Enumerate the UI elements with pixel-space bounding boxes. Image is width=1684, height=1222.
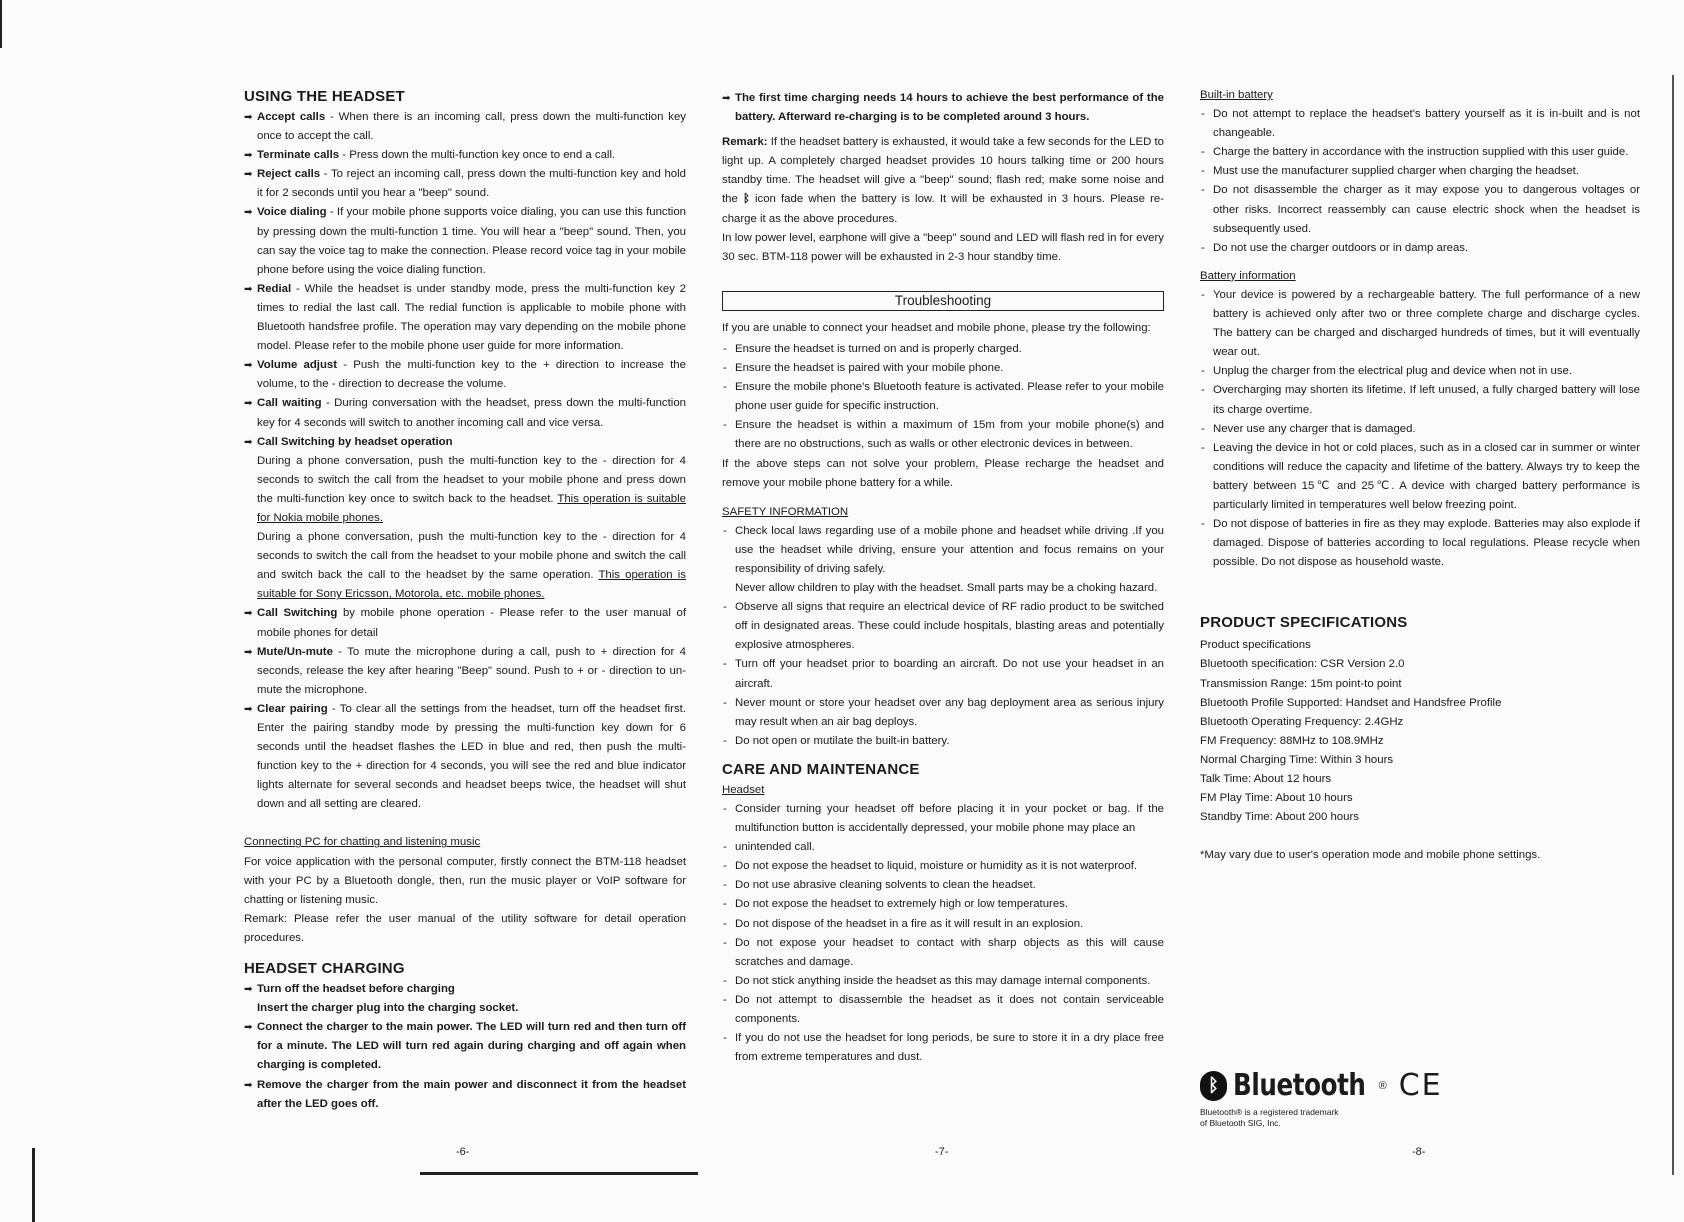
builtin-item: - Do not use the charger outdoors or in damp areas. [1201, 241, 1469, 254]
charging-step: ➡ Remove the charger from the main power and disconnect it from the headset after the LED goes off. [244, 1076, 686, 1114]
arrow-icon: ➡ [722, 93, 731, 104]
arrow-icon: ➡ [244, 360, 253, 372]
page-number-8: -8- [1412, 1146, 1426, 1158]
spec-line: Standby Time: About 200 hours [1200, 811, 1359, 824]
bluetooth-logo-block [1200, 1068, 1443, 1129]
builtin-title: Built-in battery [1200, 89, 1273, 101]
arrow-icon: ➡ [244, 984, 253, 996]
headset-function-item: ➡ Reject calls - To reject an incoming call, press down the multi-function key and hold it for 2 seconds until you hear a "beep" sound. [244, 165, 686, 203]
headset-function-item: ➡ Volume adjust - Push the multi-function key to the + direction to increase the volume, to the - direction to decrease the volume. [244, 356, 686, 394]
remark-paragraph: Remark: If the headset battery is exhausted, it would take a few seconds for the LED to light up. A completely charged headset provides 10 hours talking time or 200 hours standby time. The headset will give a "beep" sound; flash red; make some noise and the ᛒ icon fade when the battery is low. It will be exhausted in 3 hours. Please re-charge it as the above procedures. [722, 136, 1164, 225]
low-power-paragraph: In low power level, earphone will give a "beep" sound and LED will flash red in for every 30 sec. BTM-118 power will be exhausted in 2-3 hour standby time. [722, 231, 1164, 263]
trademark-line: Bluetooth® is a registered trademark [1200, 1107, 1339, 1117]
care-title: CARE AND MAINTENANCE [722, 760, 920, 778]
arrow-icon: ➡ [244, 703, 253, 715]
page8-column [1200, 86, 1640, 865]
switch-paragraph-2: During a phone conversation, push the multi-function key to the - direction for 4 seconds to switch the call from the headset to your mobile phone and switch the call and switch back the call to the headset by the same operation. This operation is suitable for Sony Ericsson, Motorola, etc. mobile phones. [257, 531, 686, 601]
bluetooth-rune-icon: ᛒ [1200, 1071, 1227, 1101]
arrow-icon: ➡ [244, 436, 253, 448]
batinfo-title: Battery information [1200, 269, 1296, 282]
safety-item: - Check local laws regarding use of a mobile phone and headset while driving .If you use the headset while driving, ensure your attention and focus remains on your responsibility of driving safely. [723, 524, 1164, 575]
trouble-item: - Ensure the headset is within a maximum of 15m from your mobile phone(s) and there are no obstructions, such as walls or other electronic devices in between. [723, 419, 1164, 451]
safety-item: - Observe all signs that require an electrical device of RF radio product to be switched off in designated areas. These could include hospitals, blasting areas and potentially explosive atmospheres. [723, 601, 1164, 652]
builtin-item: - Do not disassemble the charger as it may expose you to dangerous voltages or other risks. Incorrect reassembly can cause electric shock when the headset is subsequently used. [1201, 184, 1640, 235]
pc-title: Connecting PC for chatting and listening music [244, 836, 481, 849]
spec-note: *May vary due to user's operation mode and mobile phone settings. [1200, 849, 1541, 862]
safety-item: - Turn off your headset prior to boarding an aircraft. Do not use your headset in an aircraft. [723, 658, 1164, 690]
headset-charging-title: HEADSET CHARGING [244, 960, 405, 978]
arrow-icon: ➡ [244, 646, 253, 658]
headset-function-item: ➡ Call Switching by mobile phone operation - Please refer to the user manual of mobile phones for detail [244, 604, 686, 642]
trouble-item: - Ensure the mobile phone's Bluetooth feature is activated. Please refer to your mobile phone user guide for specific instruction. [723, 381, 1164, 413]
pc-text: For voice application with the personal computer, firstly connect the BTM-118 headset with your PC by a Bluetooth dongle, then, run the music player or VoIP software for chatting or listening music. [244, 855, 686, 906]
batinfo-item: - Overcharging may shorten its lifetime. If left unused, a fully charged battery will lose its charge overtime. [1201, 384, 1640, 416]
trouble-intro: If you are unable to connect your headset and mobile phone, please try the following: [722, 321, 1151, 334]
trouble-after: If the above steps can not solve your problem, Please recharge the headset and remove your mobile phone battery for a while. [722, 457, 1164, 489]
first-charge-note: ➡ The first time charging needs 14 hours to achieve the best performance of the battery. Afterward re-charging is to be completed around 3 hours. [722, 89, 1164, 127]
bluetooth-logo [1200, 1068, 1443, 1103]
trademark-line: of Bluetooth SIG, Inc. [1200, 1118, 1281, 1128]
registered-mark: ® [1378, 1079, 1387, 1092]
page6-bottom-rule [420, 1172, 698, 1175]
trouble-item: - Ensure the headset is turned on and is properly charged. [723, 342, 1022, 355]
care-item: - Do not use abrasive cleaning solvents to clean the headset. [723, 879, 1036, 892]
batinfo-item: - Your device is powered by a rechargeable battery. The full performance of a new battery is achieved only after two or three complete charge and discharge cycles. The battery can be charged and discharged hundreds of times, but it will eventually wear out. [1201, 288, 1640, 359]
charging-step: ➡ Connect the charger to the main power. The LED will turn red and then turn off for a minute. The LED will turn red again during charging and off again when charging is completed. [244, 1018, 686, 1075]
care-item: - Consider turning your headset off before placing it in your pocket or bag. If the multifunction button is accidentally depressed, your mobile phone may place an [723, 803, 1164, 835]
arrow-icon: ➡ [244, 112, 253, 123]
arrow-icon: ➡ [244, 1079, 253, 1091]
spec-line: Normal Charging Time: Within 3 hours [1200, 753, 1394, 766]
arrow-icon: ➡ [244, 169, 253, 181]
headset-function-item: ➡ Clear pairing - To clear all the settings from the headset, turn off the headset first. Enter the pairing standby mode by pressing the multi-function key down for 6 seconds until the headset flashes the LED in blue and red, then push the multi-function key to the + direction for 4 seconds, you will see the red and blue indicator lights alternate for several seconds and headset beeps twice, the headset will shut down and all setting are cleared. [244, 700, 686, 815]
ce-mark: CE [1398, 1068, 1443, 1103]
troubleshooting-title: Troubleshooting [722, 291, 1164, 311]
spec-line: Talk Time: About 12 hours [1200, 773, 1332, 785]
headset-function-item: ➡ Voice dialing - If your mobile phone supports voice dialing, you can use this function by pressing down the multi-function 1 time. You will hear a "beep" sound. Then, you can say the voice tag to make the connection. Please record voice tag in your mobile phone before using the voice dialing function. [244, 203, 686, 279]
spec-line: FM Play Time: About 10 hours [1200, 792, 1353, 805]
pc-remark: Remark: Please refer the user manual of the utility software for detail operation procedures. [244, 912, 686, 944]
arrow-icon: ➡ [244, 398, 253, 410]
care-item: - unintended call. [723, 841, 815, 854]
page6-column [244, 86, 686, 1114]
batinfo-item: - Never use any charger that is damaged. [1201, 422, 1416, 435]
trouble-item: - Ensure the headset is paired with your mobile phone. [723, 362, 1004, 375]
spec-title: PRODUCT SPECIFICATIONS [1200, 614, 1408, 632]
headset-subtitle: Headset [722, 783, 765, 796]
page-number-7: -7- [935, 1146, 949, 1158]
bluetooth-wordmark: Bluetooth [1233, 1068, 1366, 1103]
switch-paragraph-1: During a phone conversation, push the multi-function key to the - direction for 4 seconds to switch the call from the headset to your mobile phone and press down the multi-function key once to switch back to the headset. This operation is suitable for Nokia mobile phones. [257, 454, 686, 524]
care-item: - Do not attempt to disassemble the headset as it does not contain serviceable components. [723, 993, 1164, 1026]
builtin-item: - Charge the battery in accordance with the instruction supplied with this user guide. [1201, 146, 1629, 159]
arrow-icon: ➡ [244, 608, 253, 620]
safety-item: - Never mount or store your headset over any bag deployment area as serious injury may result when an air bag deploys. [723, 696, 1164, 728]
care-item: - If you do not use the headset for long periods, be sure to store it in a dry place free from extreme temperatures and dust. [723, 1032, 1164, 1064]
charging-step: Insert the charger plug into the charging socket. [257, 1002, 519, 1015]
safety-item: - Do not open or mutilate the built-in battery. [723, 734, 950, 747]
spec-line: Product specifications [1200, 639, 1311, 652]
care-item: - Do not dispose of the headset in a fire as it will result in an explosion. [723, 917, 1084, 930]
builtin-item: - Do not attempt to replace the headset's battery yourself as it is in-built and is not changeable. [1201, 108, 1640, 140]
spec-line: FM Frequency: 88MHz to 108.9MHz [1200, 734, 1384, 747]
page7-column [722, 89, 1164, 1067]
care-item: - Do not expose the headset to extremely high or low temperatures. [723, 898, 1069, 911]
scan-edge-line-left [0, 0, 2, 48]
arrow-icon: ➡ [244, 283, 253, 295]
builtin-item: - Must use the manufacturer supplied charger when charging the headset. [1201, 165, 1579, 178]
page-number-6: -6- [456, 1146, 470, 1158]
batinfo-item: - Do not dispose of batteries in fire as they may explode. Batteries may also explode if damaged. Dispose of batteries according to local regulations. Please recycle when possible. Do not dispose as household waste. [1201, 518, 1640, 569]
spec-line: Transmission Range: 15m point-to point [1200, 677, 1402, 690]
scan-edge-line-right [1672, 75, 1674, 1175]
charging-step: ➡ Turn off the headset before charging [244, 980, 686, 999]
headset-function-item: ➡ Terminate calls - Press down the multi-function key once to end a call. [244, 146, 686, 165]
care-item: - Do not stick anything inside the headset as this may damage internal components. [723, 974, 1151, 987]
arrow-icon: ➡ [244, 207, 253, 219]
safety-extra: Never allow children to play with the headset. Small parts may be a choking hazard. [735, 582, 1158, 595]
headset-function-item: ➡ Redial - While the headset is under standby mode, press the multi-function key 2 times to redial the last call. The redial function is applicable to mobile phone with Bluetooth handsfree profile. The operation may vary depending on the mobile phone model. Please refer to the mobile phone user guide for more information. [244, 280, 686, 356]
headset-function-item: ➡ Call waiting - During conversation with the headset, press down the multi-function key for 4 seconds will switch to another incoming call and vice versa. [244, 394, 686, 432]
spec-line: Bluetooth Operating Frequency: 2.4GHz [1200, 715, 1404, 728]
arrow-icon: ➡ [244, 1022, 253, 1034]
headset-function-item: ➡ Mute/Un-mute - To mute the microphone during a call, push to + direction for 4 seconds, release the key after hearing "Beep" sound. Push to + or - direction to un-mute the microphone. [244, 643, 686, 700]
batinfo-item: - Unplug the charger from the electrical plug and device when not in use. [1201, 365, 1573, 378]
scan-edge-line-bottom-left [32, 1148, 35, 1222]
arrow-icon: ➡ [244, 150, 253, 162]
headset-function-item: ➡ Accept calls - When there is an incoming call, press down the multi-function key once to accept the call. [244, 108, 686, 146]
bluetooth-icon: ᛒ [742, 193, 750, 206]
spec-line: Bluetooth Profile Supported: Handset and Handsfree Profile [1200, 696, 1502, 709]
using-headset-title: USING THE HEADSET [244, 88, 405, 105]
care-item: - Do not expose your headset to contact with sharp objects as this will cause scratches and damage. [723, 936, 1164, 968]
call-switching-title: ➡ Call Switching by headset operation [244, 433, 686, 452]
care-item: - Do not expose the headset to liquid, moisture or humidity as it is not waterproof. [723, 860, 1138, 873]
safety-title: SAFETY INFORMATION [722, 505, 849, 518]
batinfo-item: - Leaving the device in hot or cold places, such as in a closed car in summer or winter conditions will reduce the capacity and lifetime of the battery. Always try to keep the battery between 15℃ and 25℃. A device with charged battery performance is particularly limited in temperatures well below freezing point. [1201, 441, 1640, 511]
spec-line: Bluetooth specification: CSR Version 2.0 [1200, 658, 1405, 671]
